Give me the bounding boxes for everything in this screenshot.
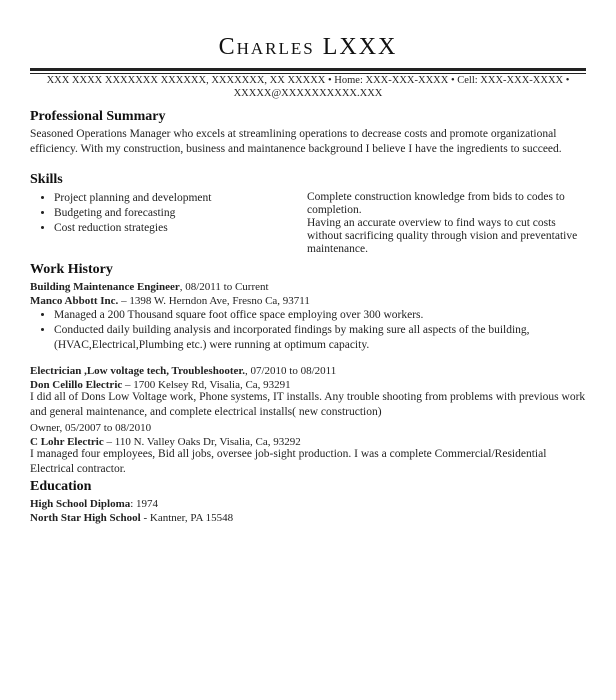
job-bullet: • Managed a 200 Thousand square foot office space employing over 300 workers.	[54, 308, 588, 323]
job-title-line	[30, 280, 269, 294]
job-dates: , 05/2007 to 08/2010	[59, 422, 152, 434]
skill-item: Having an accurate overview to find ways to cut costs without sacrificing quality through vision and preventative maintenance.	[307, 217, 578, 255]
education-entry	[30, 511, 233, 525]
contact-line-2: XXXXX@XXXXXXXXXX.XXX	[233, 88, 383, 99]
header-rule-thick	[30, 68, 586, 71]
school-name: North Star High School	[30, 512, 141, 524]
skill-item: Complete construction knowledge from bids to codes to completion.	[307, 191, 565, 216]
degree: High School Diploma	[30, 498, 131, 510]
company-name: C Lohr Electric	[30, 436, 104, 448]
skills-heading: Skills	[30, 172, 63, 187]
skill-item: • Cost reduction strategies	[54, 221, 292, 236]
job-title: Building Maintenance Engineer	[30, 281, 180, 293]
company-location: – 1700 Kelsey Rd, Visalia, Ca, 93291	[122, 379, 291, 391]
candidate-name: Charles LXXX	[218, 34, 398, 60]
summary-text: Seasoned Operations Manager who excels at streamlining operations to decrease costs and promote organizational efficiency. With my construction, business and maintanence background I believe I have the ingredients to succeed.	[30, 128, 562, 155]
job-bullet: • Conducted daily building analysis and incorporated findings by making sure all aspects of the building, (HVAC,Electrical,Plumbing etc.) were running at optimum capacity.	[54, 323, 588, 353]
contact-info	[40, 74, 576, 100]
job-description: I managed four employees, Bid all jobs, oversee job-sight production. I was a complete Commercial/Residential Electrical contractor.	[30, 448, 547, 475]
company-location: – 1398 W. Herndon Ave, Fresno Ca, 93711	[118, 295, 310, 307]
company-line	[30, 294, 310, 308]
work-history-heading: Work History	[30, 262, 113, 277]
skill-item: • Project planning and development	[54, 191, 292, 206]
education-entry	[30, 497, 158, 511]
company-name: Don Celillo Electric	[30, 379, 123, 391]
school-location: - Kantner, PA 15548	[140, 512, 234, 524]
company-name: Manco Abbott Inc.	[30, 295, 119, 307]
job-description: I did all of Dons Low Voltage work, Phone systems, IT installs. Any trouble shooting from problems with previous work and general maintenance, and complete electrical installs( new construction)	[30, 391, 586, 418]
job-title: Electrician ,Low voltage tech, Troubleshooter.	[30, 365, 245, 377]
job-bullets	[32, 308, 588, 353]
job-title-line	[30, 364, 336, 378]
degree-year: : 1974	[130, 498, 159, 510]
education-heading: Education	[30, 479, 92, 494]
skills-right-column	[307, 191, 587, 256]
job-dates: , 08/2011 to Current	[179, 281, 269, 293]
summary-heading: Professional Summary	[30, 109, 166, 124]
contact-line-1: XXX XXXX XXXXXXX XXXXXX, XXXXXXX, XX XXXXX • Home: XXX-XXX-XXXX • Cell: XXX-XXX-XXXX •	[46, 75, 570, 86]
job-dates: , 07/2010 to 08/2011	[245, 365, 337, 377]
company-location: – 110 N. Valley Oaks Dr, Visalia, Ca, 93292	[103, 436, 301, 448]
skills-left-column	[32, 191, 292, 236]
job-title: Owner	[30, 422, 60, 434]
job-title-line	[30, 421, 151, 435]
skill-item: • Budgeting and forecasting	[54, 206, 292, 221]
